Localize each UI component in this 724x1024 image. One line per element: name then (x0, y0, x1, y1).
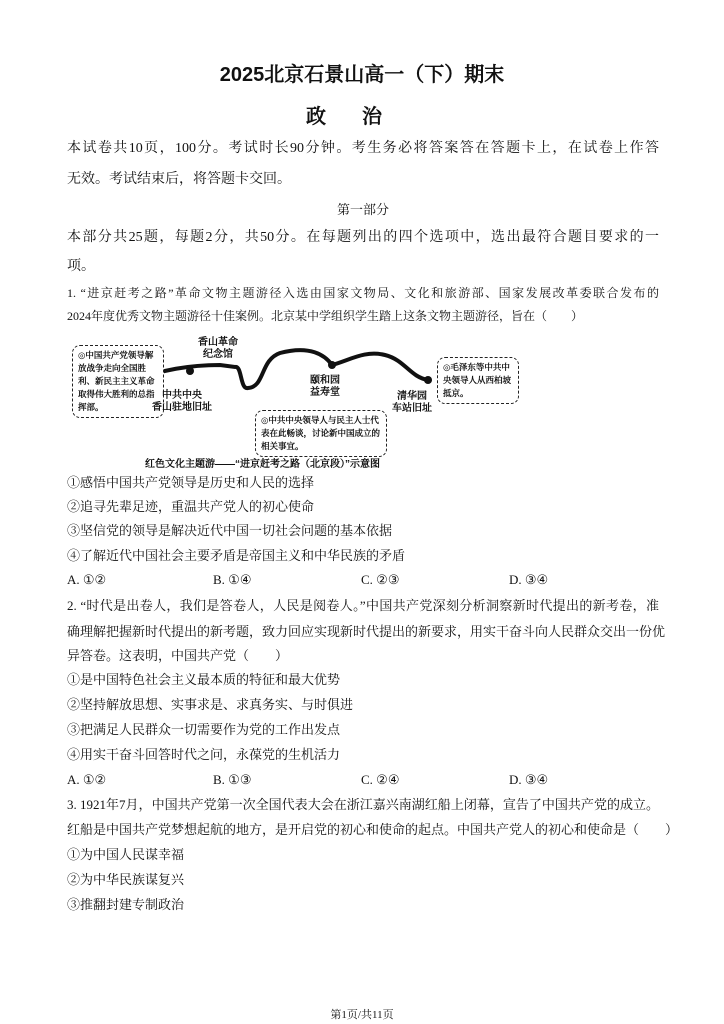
q3-stem: 3. 1921年7月，中国共产党第一次全国代表大会在浙江嘉兴南湖红船上闭幕，宣告了中国共产党的成立。 (67, 797, 659, 812)
q2-option-b: B. ①③ (213, 772, 252, 787)
q2-item: ③把满足人民群众一切需要作为党的工作出发点 (67, 722, 341, 737)
place-yiheyuan (310, 375, 340, 399)
place-label: 颐和园 (310, 375, 340, 386)
bubble-middle: ◎中共中央领导人与民主人士代表在此畅谈，讨论新中国成立的相关事宜。 (255, 410, 387, 457)
place-label: 清华园 (397, 391, 427, 402)
q2-option-d: D. ③④ (509, 772, 549, 787)
q3-item: ①为中国人民谋幸福 (67, 847, 185, 862)
part-title: 第一部分 (336, 202, 389, 217)
q1-option-a: A. ①② (67, 572, 107, 587)
place-label: 香山革命 (198, 337, 238, 348)
route-point (424, 376, 432, 384)
place-label: 益寿堂 (310, 387, 340, 398)
part-instructions: 项。 (67, 259, 95, 274)
place-label: 车站旧址 (392, 403, 432, 414)
q2-option-c: C. ②④ (361, 772, 400, 787)
place-qinghuayuan (392, 391, 432, 415)
place-label: 香山驻地旧址 (152, 402, 212, 413)
q1-item: ②追寻先辈足迹，重温共产党人的初心使命 (67, 499, 315, 514)
q2-item: ④用实干奋斗回答时代之问，永葆党的生机活力 (67, 747, 341, 762)
exam-title: 2025北京石景山高一（下）期末 (219, 64, 505, 86)
intro-line: 无效。考试结束后，将答题卡交回。 (67, 172, 291, 187)
q1-option-b: B. ①④ (213, 572, 252, 587)
q1-option-d: D. ③④ (509, 572, 549, 587)
q3-item: ②为中华民族谋复兴 (67, 872, 185, 887)
bubble-right: ◎毛泽东等中共中央领导人从西柏坡抵京。 (437, 357, 519, 404)
q2-item: ②坚持解放思想、实事求是、求真务实、与时俱进 (67, 697, 354, 712)
page-footer: 第1页/共11页 (330, 1009, 394, 1021)
place-xiangshan-site (152, 390, 212, 414)
subject-title: 政治 (306, 106, 418, 128)
q2-stem: 2. “时代是出卷人，我们是答卷人，人民是阅卷人。”中国共产党深刻分析洞察新时代提出的新考卷，准 (67, 598, 659, 613)
place-xiangshan-museum (198, 337, 238, 361)
q2-stem: 异答卷。这表明，中国共产党（ ） (67, 648, 289, 663)
q2-stem: 确理解把握新时代提出的新考题，致力回应实现新时代提出的新要求，用实干奋斗向人民群众交出一份优 (67, 624, 666, 639)
q1-item: ①感悟中国共产党领导是历史和人民的选择 (67, 475, 315, 490)
place-label: 纪念馆 (203, 349, 233, 360)
route-point (186, 367, 194, 375)
q1-stem: 2024年度优秀文物主题游径十佳案例。北京某中学组织学生踏上这条文物主题游径，旨在（ ） (67, 309, 584, 323)
diagram-caption: 红色文化主题游——“进京赶考之路（北京段）”示意图 (145, 459, 380, 470)
route-diagram (70, 335, 512, 475)
route-point (328, 361, 336, 369)
q2-item: ①是中国特色社会主义最本质的特征和最大优势 (67, 672, 341, 687)
place-label: 中共中央 (162, 390, 202, 401)
q1-option-c: C. ②③ (361, 572, 400, 587)
intro-line: 本试卷共10页，100分。考试时长90分钟。考生务必将答案答在答题卡上，在试卷上作答 (67, 141, 659, 156)
bubble-left: ◎中国共产党领导解放战争走向全国胜利、新民主主义革命取得伟大胜利的总指挥部。 (72, 345, 164, 418)
q2-option-a: A. ①② (67, 772, 107, 787)
q1-item: ③坚信党的领导是解决近代中国一切社会问题的基本依据 (67, 523, 393, 538)
part-instructions: 本部分共25题，每题2分，共50分。在每题列出的四个选项中，选出最符合题目要求的一 (67, 230, 659, 245)
q1-stem: 1. “进京赶考之路”革命文物主题游径入选由国家文物局、文化和旅游部、国家发展改革委联合发布的 (67, 286, 659, 300)
q1-item: ④了解近代中国社会主要矛盾是帝国主义和中华民族的矛盾 (67, 548, 406, 563)
q3-item: ③推翻封建专制政治 (67, 897, 185, 912)
q3-stem: 红船是中国共产党梦想起航的地方，是开启党的初心和使命的起点。中国共产党人的初心和使命是（ ） (67, 822, 679, 837)
